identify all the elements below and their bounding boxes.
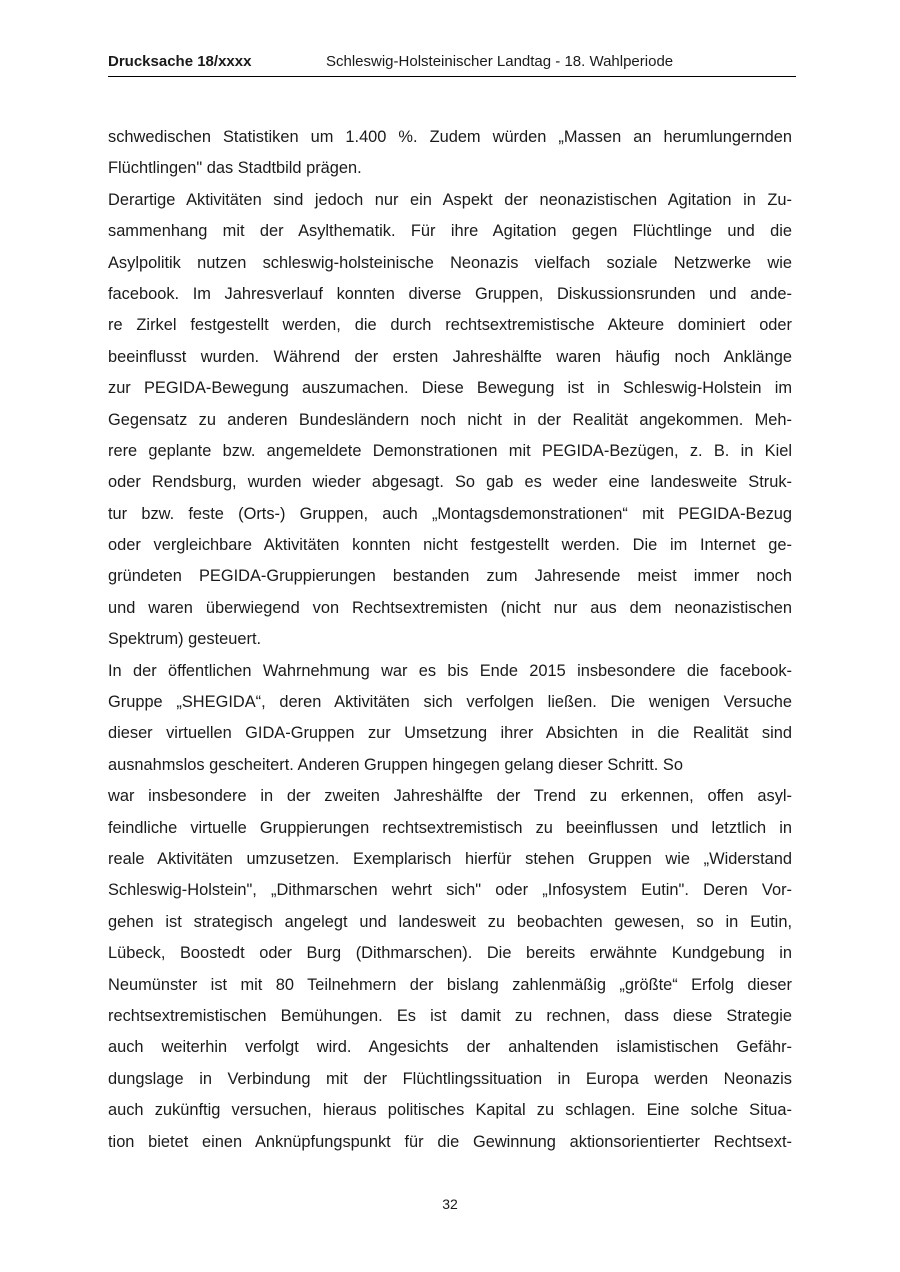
text-line: Gegensatz zu anderen Bundesländern noch nicht in der Realität angekommen. Meh-: [108, 410, 792, 429]
text-line: re Zirkel festgestellt werden, die durch rechtsextremistische Akteure dominiert oder: [108, 316, 792, 335]
text-line: sammenhang mit der Asylthematik. Für ihre Agitation gegen Flüchtlinge und die: [108, 222, 792, 241]
text-line: Gruppe „SHEGIDA“, deren Aktivitäten sich verfolgen ließen. Die wenigen Versuche: [108, 693, 792, 712]
body-text: [108, 122, 792, 1158]
text-line: Lübeck, Boostedt oder Burg (Dithmarschen). Die bereits erwähnte Kundgebung in: [108, 944, 792, 963]
text-line: tion bietet einen Anknüpfungspunkt für die Gewinnung aktionsorientierter Rechtsext-: [108, 1132, 792, 1151]
text-line: auch zukünftig versuchen, hieraus politisches Kapital zu schlagen. Eine solche Situa-: [108, 1101, 792, 1120]
text-line: war insbesondere in der zweiten Jahreshälfte der Trend zu erkennen, offen asyl-: [108, 787, 792, 806]
text-line: zur PEGIDA-Bewegung auszumachen. Diese Bewegung ist in Schleswig-Holstein im: [108, 379, 792, 398]
text-line: gehen ist strategisch angelegt und landesweit zu beobachten gewesen, so in Eutin,: [108, 912, 792, 931]
text-line: Schleswig-Holstein", „Dithmarschen wehrt sich" oder „Infosystem Eutin". Deren Vor-: [108, 881, 792, 900]
text-line: und waren überwiegend von Rechtsextremisten (nicht nur aus dem neonazistischen: [108, 598, 792, 617]
text-line: rere geplante bzw. angemeldete Demonstrationen mit PEGIDA-Bezügen, z. B. in Kiel: [108, 441, 792, 460]
header-rule: [108, 76, 796, 77]
text-line: auch weiterhin verfolgt wird. Angesichts der anhaltenden islamistischen Gefähr-: [108, 1038, 792, 1057]
text-line: tur bzw. feste (Orts-) Gruppen, auch „Montagsdemonstrationen“ mit PEGIDA-Bezug: [108, 504, 792, 523]
text-line: schwedischen Statistiken um 1.400 %. Zudem würden „Massen an herumlungernden: [108, 128, 792, 146]
text-line: facebook. Im Jahresverlauf konnten diverse Gruppen, Diskussionsrunden und ande-: [108, 284, 792, 303]
text-line: reale Aktivitäten umzusetzen. Exemplarisch hierfür stehen Gruppen wie „Widerstand: [108, 849, 792, 868]
parliament-title: Schleswig-Holsteinischer Landtag - 18. Wahlperiode: [326, 53, 674, 70]
text-line: ausnahmslos gescheitert. Anderen Gruppen hingegen gelang dieser Schritt. So: [108, 755, 683, 774]
text-line: Flüchtlingen" das Stadtbild prägen.: [108, 159, 362, 178]
text-line: Derartige Aktivitäten sind jedoch nur ein Aspekt der neonazistischen Agitation in Zu-: [108, 190, 792, 209]
text-line: dungslage in Verbindung mit der Flüchtlingssituation in Europa werden Neonazis: [108, 1069, 792, 1088]
document-number: Drucksache 18/xxxx: [108, 53, 252, 70]
text-line: rechtsextremistischen Bemühungen. Es ist damit zu rechnen, dass diese Strategie: [108, 1006, 792, 1025]
text-line: gründeten PEGIDA-Gruppierungen bestanden zum Jahresende meist immer noch: [108, 567, 792, 586]
text-line: oder Rendsburg, wurden wieder abgesagt. So gab es weder eine landesweite Struk-: [108, 473, 792, 492]
text-line: oder vergleichbare Aktivitäten konnten nicht festgestellt werden. Die im Internet ge-: [108, 536, 792, 555]
text-line: feindliche virtuelle Gruppierungen rechtsextremistisch zu beeinflussen und letztlich in: [108, 818, 792, 837]
text-line: In der öffentlichen Wahrnehmung war es bis Ende 2015 insbesondere die facebook-: [108, 661, 792, 680]
page-number: 32: [442, 1196, 458, 1212]
text-line: Neumünster ist mit 80 Teilnehmern der bislang zahlenmäßig „größte“ Erfolg dieser: [108, 975, 792, 994]
page-header: [108, 52, 796, 74]
text-line: dieser virtuellen GIDA-Gruppen zur Umsetzung ihrer Absichten in die Realität sind: [108, 724, 792, 743]
text-line: Asylpolitik nutzen schleswig-holsteinische Neonazis vielfach soziale Netzwerke wie: [108, 253, 792, 272]
text-line: beeinflusst wurden. Während der ersten Jahreshälfte waren häufig noch Anklänge: [108, 347, 792, 366]
text-line: Spektrum) gesteuert.: [108, 630, 262, 649]
